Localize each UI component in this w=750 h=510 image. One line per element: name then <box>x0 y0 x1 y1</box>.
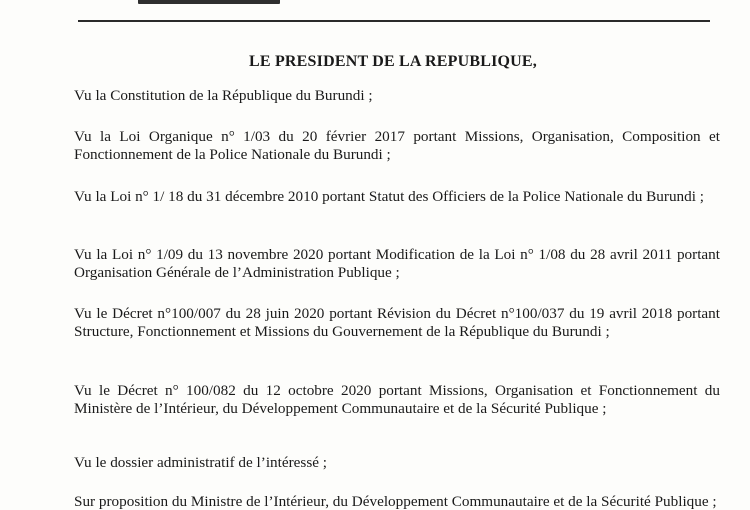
header-rule <box>78 20 710 22</box>
paragraph-decret-gouvernement: Vu le Décret n°100/007 du 28 juin 2020 portant Révision du Décret n°100/037 du 19 avril 2018 portant Structure, Fonctionnement et Missions du Gouvernement de la République du Burundi ; <box>74 305 720 340</box>
paragraph-proposition: Sur proposition du Ministre de l’Intérieur, du Développement Communautaire et de la Sécurité Publique ; <box>74 493 717 510</box>
paragraph-loi-organique: Vu la Loi Organique n° 1/03 du 20 février 2017 portant Missions, Organisation, Composition et Fonctionnement de la Police Nationale du Burundi ; <box>74 128 720 163</box>
cut-off-header-text <box>138 0 280 4</box>
paragraph-loi-administration: Vu la Loi n° 1/09 du 13 novembre 2020 portant Modification de la Loi n° 1/08 du 28 avril 2011 portant Organisation Générale de l’Administration Publique ; <box>74 246 720 281</box>
paragraph-constitution: Vu la Constitution de la République du Burundi ; <box>74 87 373 104</box>
paragraph-dossier: Vu le dossier administratif de l’intéressé ; <box>74 454 327 471</box>
paragraph-loi-statut-officiers: Vu la Loi n° 1/ 18 du 31 décembre 2010 portant Statut des Officiers de la Police Nationale du Burundi ; <box>74 188 704 205</box>
paragraph-decret-ministere: Vu le Décret n° 100/082 du 12 octobre 2020 portant Missions, Organisation et Fonctionnement du Ministère de l’Intérieur, du Développement Communautaire et de la Sécurité Publique ; <box>74 382 720 417</box>
document-heading: LE PRESIDENT DE LA REPUBLIQUE, <box>249 53 537 70</box>
